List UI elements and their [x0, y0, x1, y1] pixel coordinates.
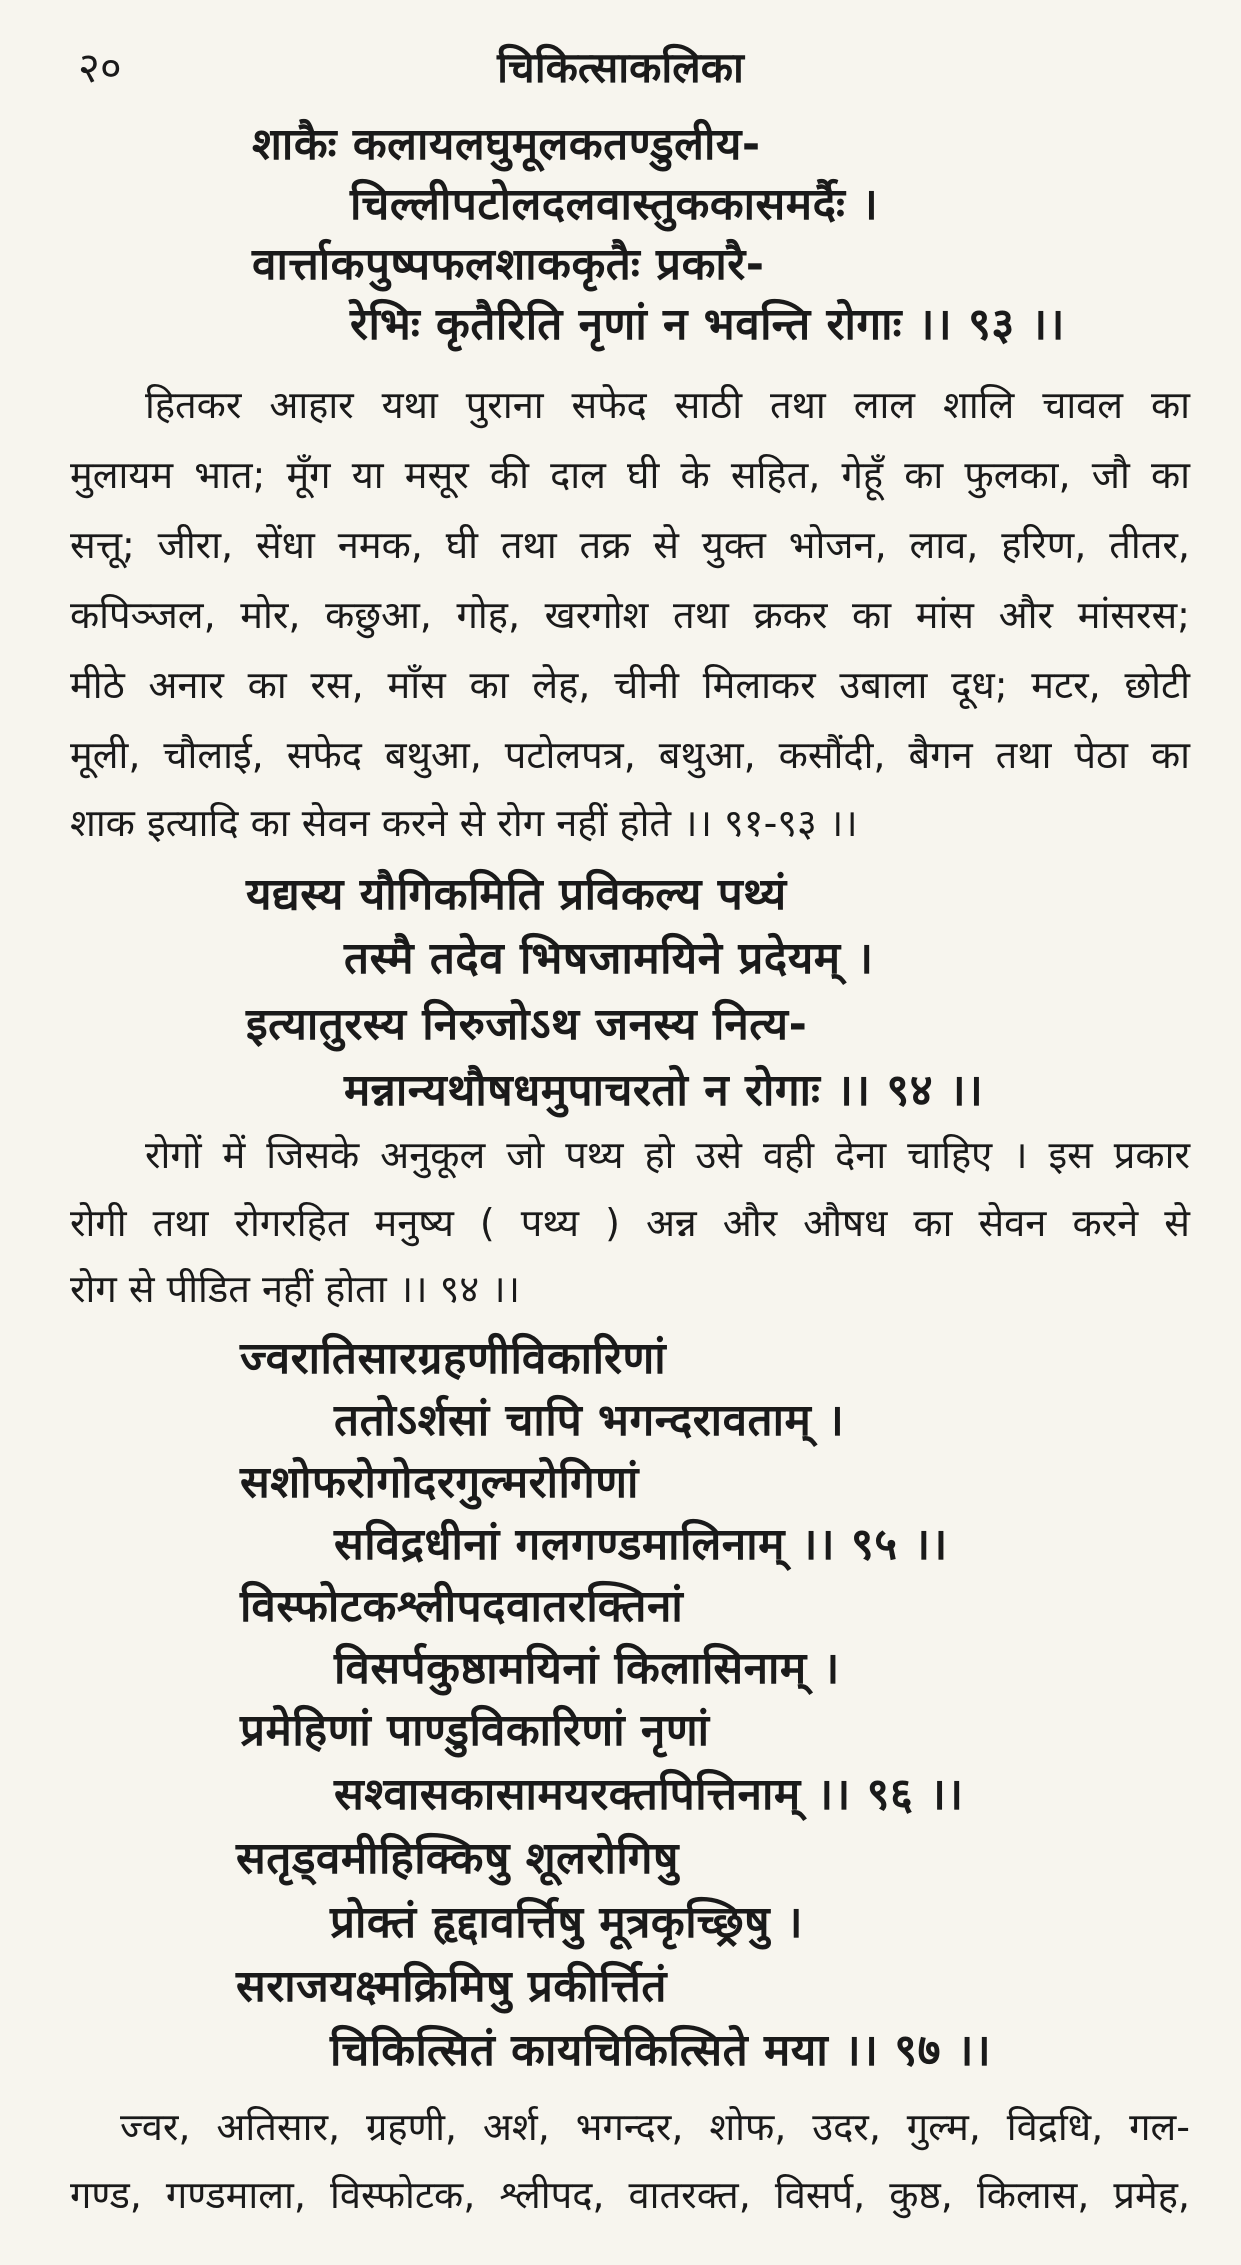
commentary-91-93-line-6: मूली, चौलाई, सफेद बथुआ, पटोलपत्र, बथुआ, कसौंदी, बैगन तथा पेठा का — [70, 733, 1190, 777]
verse-95-line-3: सशोफरोगोदरगुल्मरोगिणां — [240, 1457, 639, 1508]
verse-95-line-4: सविद्रधीनां गलगण्डमालिनाम् ।। ९५ ।। — [334, 1519, 948, 1570]
verse-97-line-1: सतृड्वमीहिक्किषु शूलरोगिषु — [236, 1833, 679, 1884]
verse-95-line-1: ज्वरातिसारग्रहणीविकारिणां — [240, 1333, 667, 1384]
commentary-95-97-line-2: गण्ड, गण्डमाला, विस्फोटक, श्लीपद, वातरक्त, विसर्प, कुष्ठ, किलास, प्रमेह, — [70, 2173, 1190, 2217]
commentary-91-93-line-2: मुलायम भात; मूँग या मसूर की दाल घी के सहित, गेहूँ का फुलका, जौ का — [70, 453, 1190, 497]
commentary-94-line-1: रोगों में जिसके अनुकूल जो पथ्य हो उसे वही देना चाहिए । इस प्रकार — [145, 1133, 1190, 1177]
commentary-91-93-line-3: सत्तू; जीरा, सेंधा नमक, घी तथा तक्र से युक्त भोजन, लाव, हरिण, तीतर, — [70, 523, 1190, 567]
page-number: २० — [78, 43, 122, 92]
verse-97-line-4: चिकित्सितं कायचिकित्सिते मया ।। ९७ ।। — [330, 2025, 992, 2076]
running-title: चिकित्साकलिका — [497, 43, 744, 92]
verse-96-line-4: सश्वासकासामयरक्तपित्तिनाम् ।। ९६ ।। — [334, 1769, 964, 1820]
commentary-94-line-3: रोग से पीडित नहीं होता ।। ९४ ।। — [70, 1267, 521, 1311]
verse-96-line-2: विसर्पकुष्ठामयिनां किलासिनाम् । — [334, 1643, 840, 1694]
commentary-95-97-line-1: ज्वर, अतिसार, ग्रहणी, अर्श, भगन्दर, शोफ, उदर, गुल्म, विद्रधि, गल- — [120, 2105, 1190, 2149]
page-header — [0, 38, 1241, 98]
verse-94-line-3: इत्यातुरस्य निरुजोऽथ जनस्य नित्य- — [246, 999, 808, 1050]
commentary-91-93-line-1: हितकर आहार यथा पुराना सफेद साठी तथा लाल शालि चावल का — [145, 383, 1190, 427]
verse-97-line-2: प्रोक्तं हृद्दावर्त्तिषु मूत्रकृच्छ्रिषु । — [330, 1897, 804, 1948]
verse-93-line-2: चिल्लीपटोलदलवास्तुककासमर्दैः । — [350, 179, 879, 230]
verse-93-line-1: शाकैः कलायलघुमूलकतण्डुलीय- — [252, 119, 761, 170]
verse-96-line-3: प्रमेहिणां पाण्डुविकारिणां नृणां — [240, 1705, 710, 1756]
verse-97-line-3: सराजयक्ष्मक्रिमिषु प्रकीर्त्तितं — [236, 1961, 667, 2012]
verse-94-line-1: यद्यस्य यौगिकमिति प्रविकल्य पथ्यं — [246, 869, 787, 920]
commentary-91-93-line-4: कपिञ्जल, मोर, कछुआ, गोह, खरगोश तथा क्रकर का मांस और मांसरस; — [70, 593, 1190, 637]
commentary-94-line-2: रोगी तथा रोगरहित मनुष्य ( पथ्य ) अन्न और औषध का सेवन करने से — [70, 1201, 1190, 1245]
verse-93-line-4: रेभिः कृतैरिति नृणां न भवन्ति रोगाः ।। ९३ ।। — [350, 299, 1065, 350]
commentary-91-93-line-5: मीठे अनार का रस, माँस का लेह, चीनी मिलाकर उबाला दूध; मटर, छोटी — [70, 663, 1190, 707]
verse-95-line-2: ततोऽर्शसां चापि भगन्दरावताम् । — [334, 1395, 845, 1446]
verse-94-line-4: मन्नान्यथौषधमुपाचरतो न रोगाः ।। ९४ ।। — [344, 1065, 984, 1116]
verse-94-line-2: तस्मै तदेव भिषजामयिने प्रदेयम् । — [344, 933, 874, 984]
verse-93-line-3: वार्त्ताकपुष्पफलशाककृतैः प्रकारै- — [252, 239, 765, 290]
commentary-91-93-line-7: शाक इत्यादि का सेवन करने से रोग नहीं होते ।। ९१-९३ ।। — [70, 801, 858, 845]
verse-96-line-1: विस्फोटकश्लीपदवातरक्तिनां — [240, 1581, 684, 1632]
